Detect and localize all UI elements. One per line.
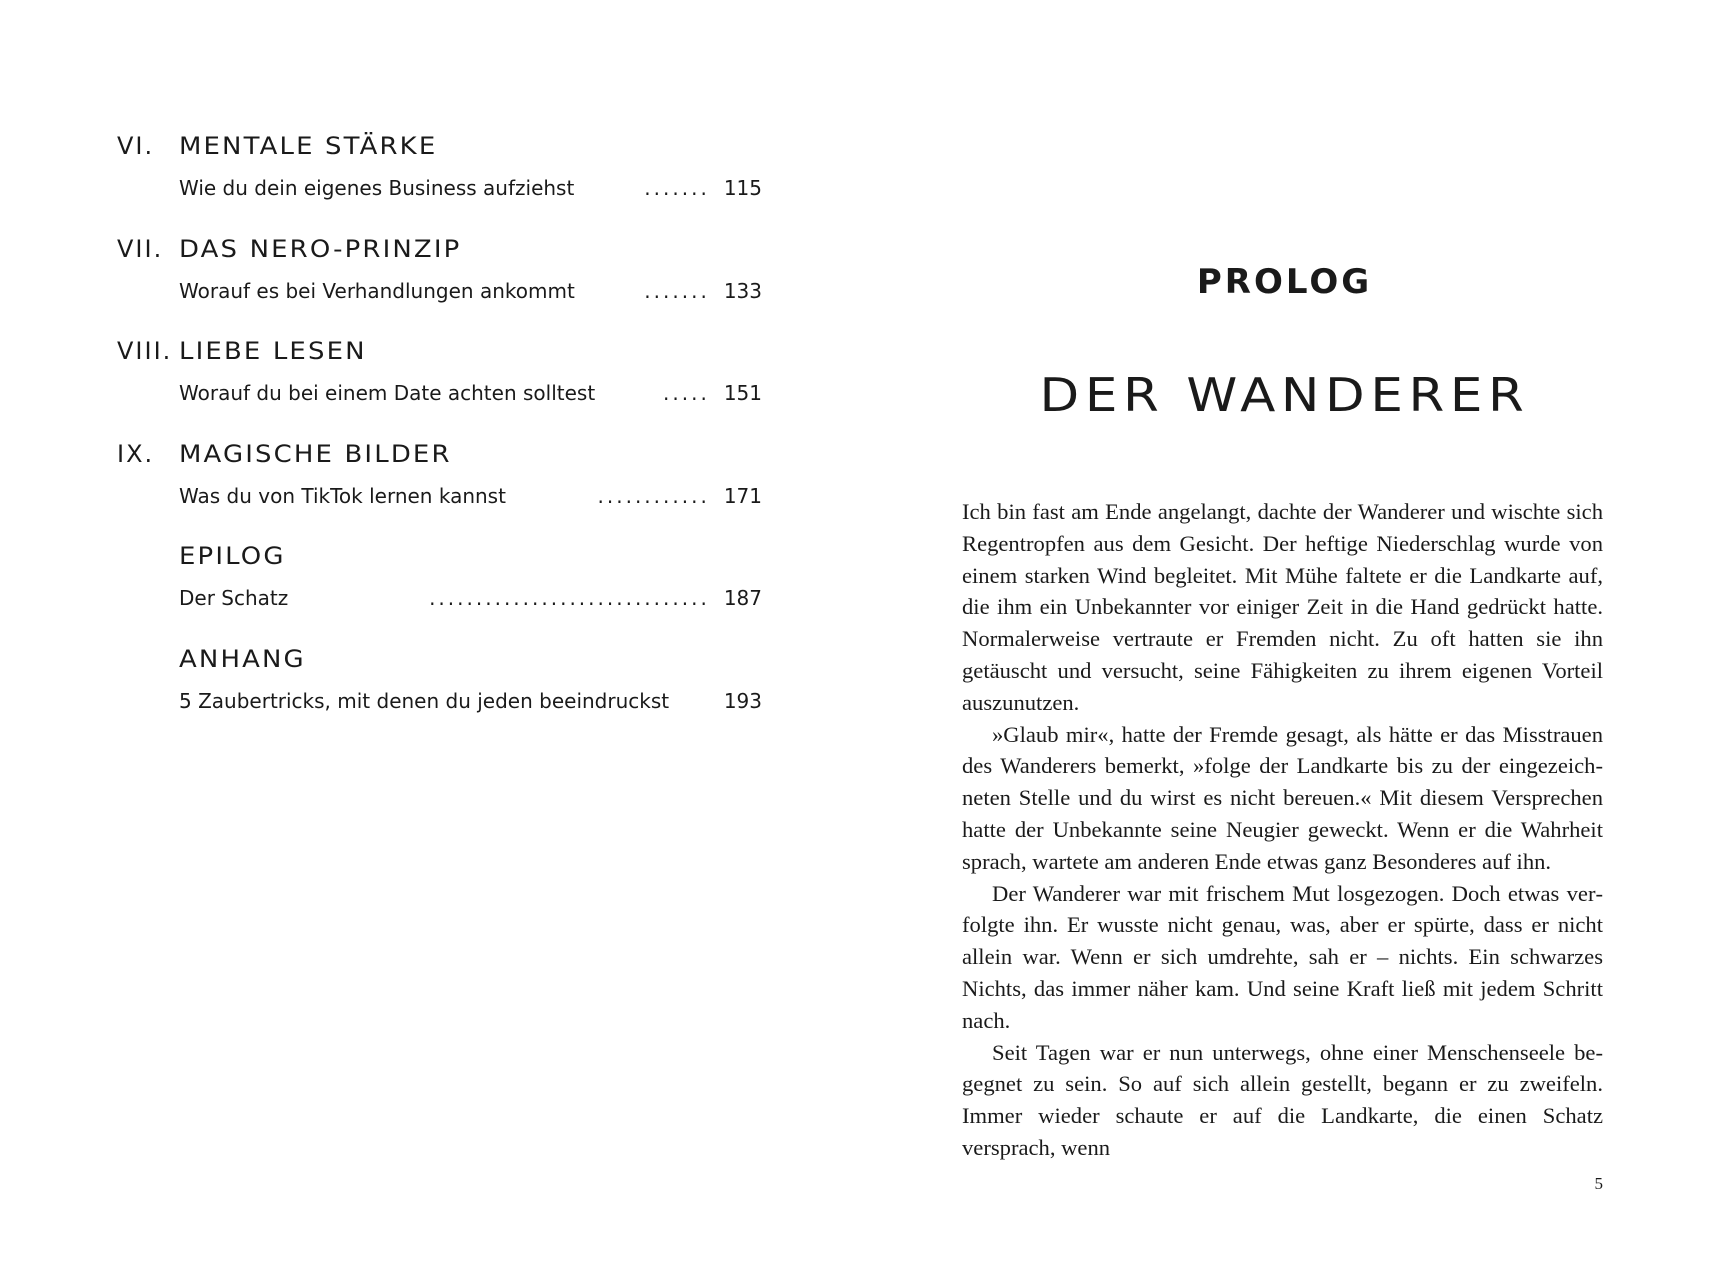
toc-section-epilog [117, 539, 762, 610]
toc-title: MENTALE STÄRKE [179, 132, 438, 160]
toc-section-ix [117, 437, 762, 508]
toc-entry[interactable] [179, 173, 762, 203]
toc-leader: .............................. [429, 586, 710, 610]
toc-entry[interactable] [179, 481, 762, 511]
toc-leader: ............ [597, 484, 710, 508]
toc-title: EPILOG [179, 542, 286, 570]
toc-heading [117, 129, 762, 163]
toc-heading [117, 334, 762, 368]
toc-entry[interactable] [179, 276, 762, 306]
toc-entry[interactable] [179, 686, 762, 716]
toc-numeral: IX. [117, 440, 155, 468]
toc-page-number: 133 [723, 279, 762, 303]
paragraph: Der Wanderer war mit frischem Mut losgezogen. Doch etwas verfolgte ihn. Er wusste nicht genau, was, aber er spürte, dass er nicht allein war. Wenn er sich umdrehte, sah er – nichts. Ein schwarzes Nichts, das immer näher kam. Und seine Kraft ließ mit jedem Schritt nach. [962, 880, 1603, 1033]
toc-page-number: 115 [723, 176, 762, 200]
toc-page-number: 187 [723, 586, 762, 610]
toc-page-number: 171 [723, 484, 762, 508]
toc-heading [117, 437, 762, 471]
chapter-label: PROLOG [1196, 262, 1373, 302]
toc-entry-text: Der Schatz [179, 586, 289, 610]
chapter-title: DER WANDERER [1039, 368, 1530, 422]
toc-numeral: VII. [117, 235, 164, 263]
toc-numeral: VIII. [117, 337, 173, 365]
toc-section-vii [117, 232, 762, 303]
toc-entry[interactable] [179, 378, 762, 408]
toc-heading [117, 539, 762, 573]
toc-leader: ....... [644, 279, 710, 303]
toc-numeral: VI. [117, 132, 155, 160]
toc-section-viii [117, 334, 762, 405]
paragraph: Seit Tagen war er nun unterwegs, ohne einer Menschenseele begegnet zu sein. So auf sich allein gestellt, begann er zu zweifeln. Immer wieder schaute er auf die Landkarte, die einen Schatz versprach, wenn [962, 1039, 1603, 1160]
left-page [0, 0, 856, 1270]
toc-section-vi [117, 129, 762, 200]
body-text [962, 496, 1603, 1164]
toc-page-number: 151 [723, 381, 762, 405]
toc-entry-text: Wie du dein eigenes Business aufziehst [179, 176, 575, 200]
toc-leader: ..... [663, 381, 710, 405]
page-number: 5 [1594, 1174, 1603, 1193]
toc-leader: ....... [644, 176, 710, 200]
paragraph: »Glaub mir«, hatte der Fremde gesagt, als hätte er das Misstrauen des Wanderers bemerkt, »folge der Landkarte bis zu der eingezeichneten Stelle und du wirst es nicht bereuen.« Mit diesem Versprechen hatte der Unbekannte seine Neugier geweckt. Wenn er die Wahrheit sprach, wartete am anderen Ende etwas ganz Besonderes auf ihn. [962, 721, 1603, 874]
toc-heading [117, 642, 762, 676]
toc-title: ANHANG [179, 645, 306, 673]
toc-title: DAS NERO-PRINZIP [179, 235, 462, 263]
toc-page-number: 193 [723, 689, 762, 713]
toc-section-anhang [117, 642, 762, 713]
toc-entry-text: Worauf es bei Verhandlungen ankommt [179, 279, 575, 303]
toc-entry[interactable] [179, 583, 762, 613]
toc-entry-text: Was du von TikTok lernen kannst [179, 484, 506, 508]
toc-title: MAGISCHE BILDER [179, 440, 452, 468]
paragraph: Ich bin fast am Ende angelangt, dachte der Wanderer und wischte sich Regentropfen aus dem Gesicht. Der heftige Niederschlag wurde von einem starken Wind begleitet. Mit Mühe faltete er die Landkarte auf, die ihm ein Unbekannter vor einiger Zeit in die Hand gedrückt hatte. Normalerweise vertraute er Fremden nicht. Zu oft hatten sie ihn getäuscht und versucht, seine Fähigkeiten zu ihrem eigenen Vorteil auszunutzen. [962, 499, 1603, 715]
toc-title: LIEBE LESEN [179, 337, 367, 365]
toc-entry-text: Worauf du bei einem Date achten solltest [179, 381, 596, 405]
toc-heading [117, 232, 762, 266]
right-page [856, 0, 1713, 1270]
toc-entry-text: 5 Zaubertricks, mit denen du jeden beeindruckst [179, 689, 670, 713]
